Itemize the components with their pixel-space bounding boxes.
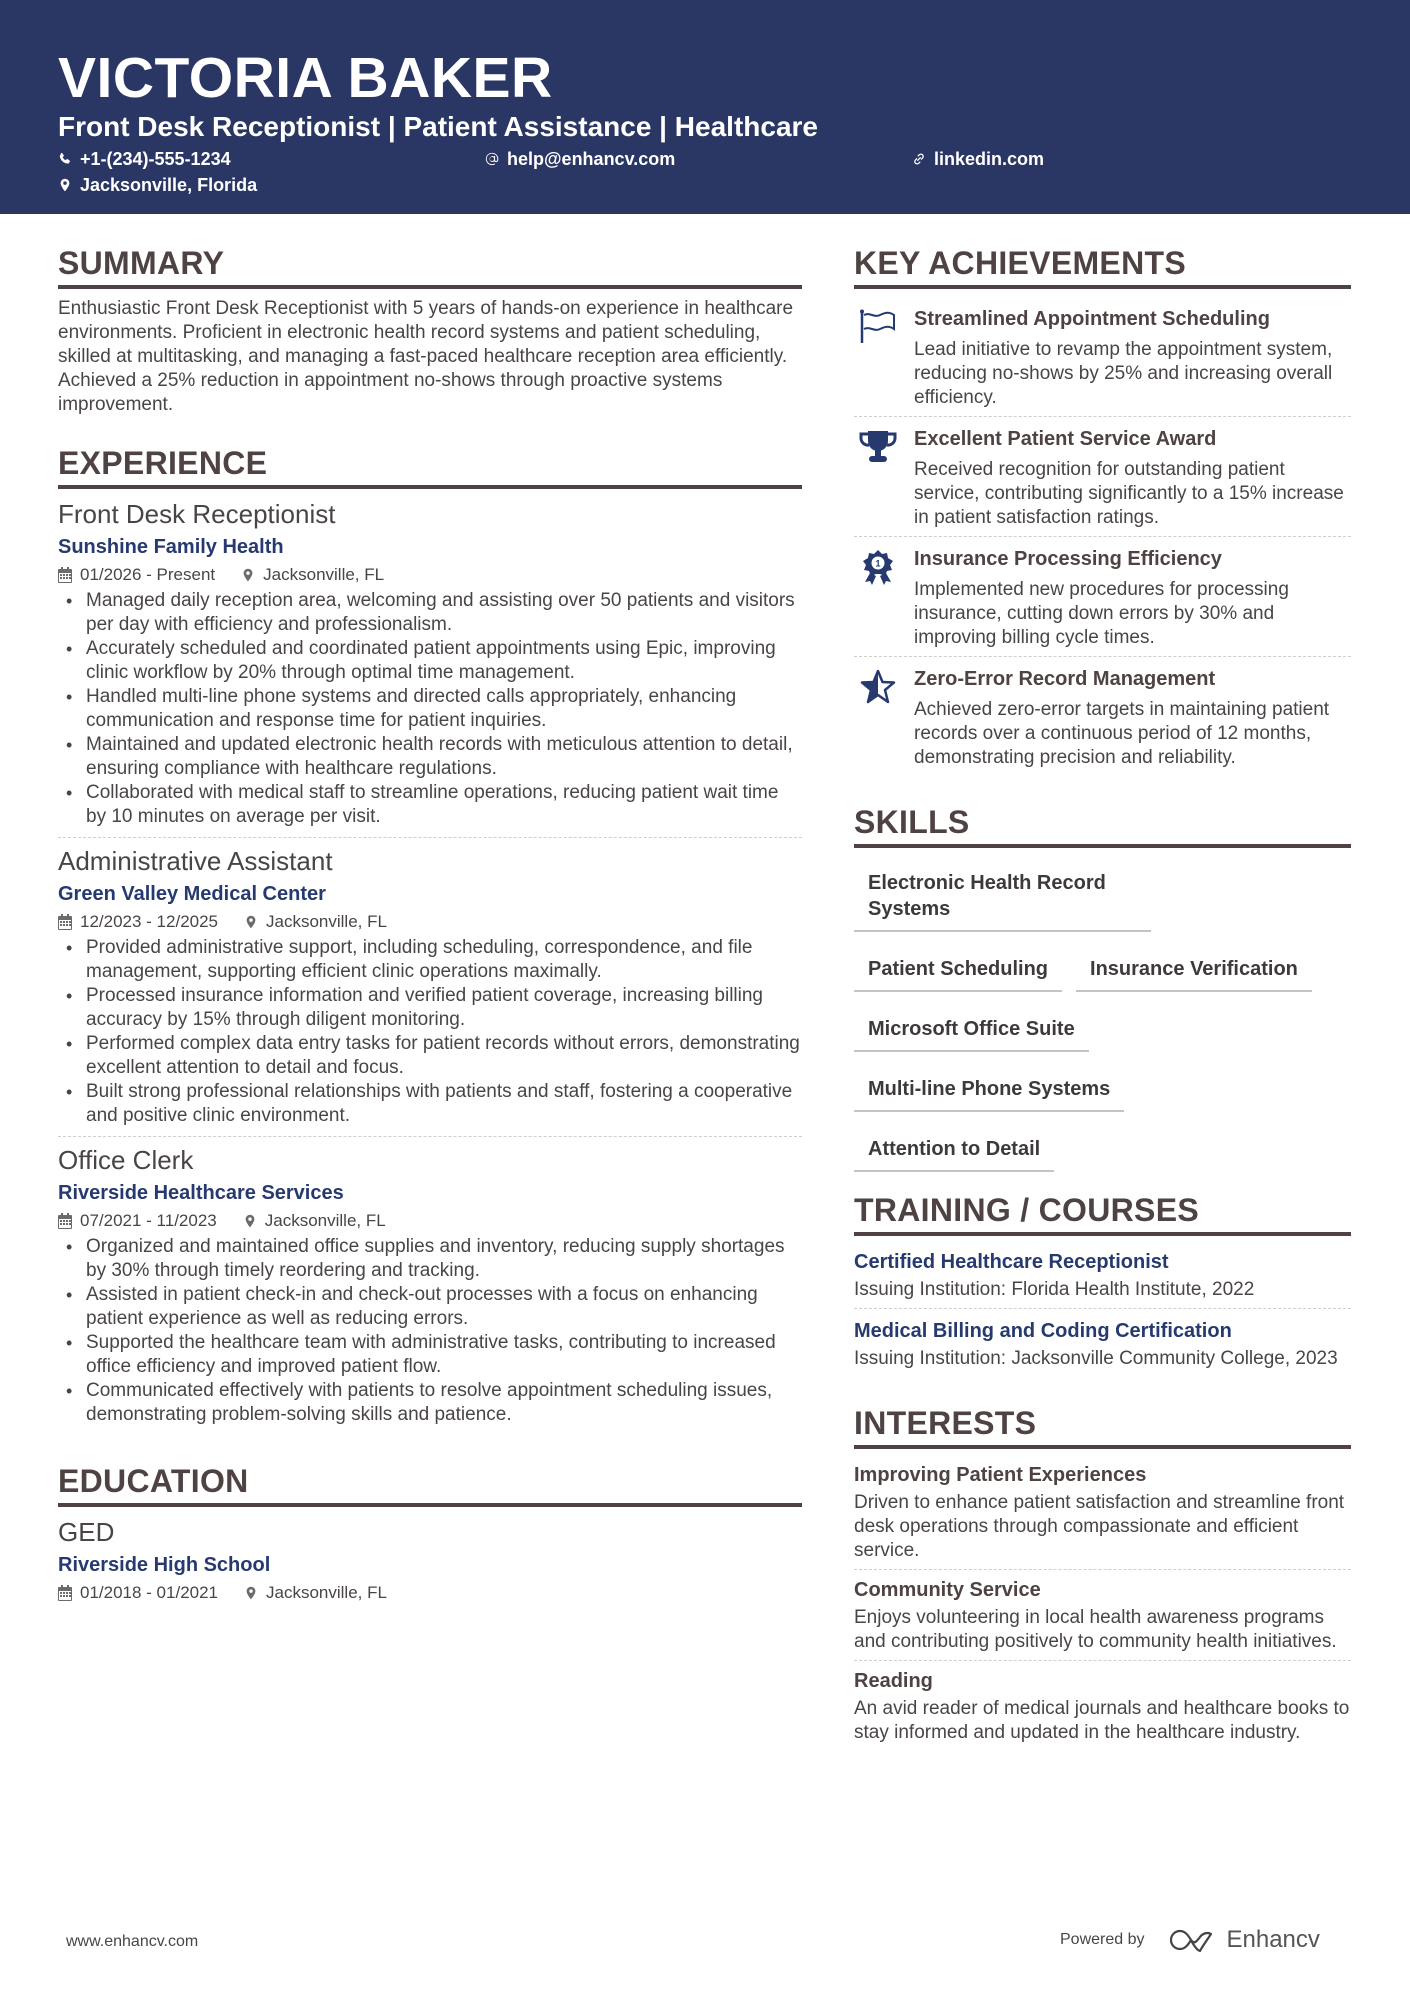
achievement-desc: Received recognition for outstanding patient service, contributing significantly to a 15% increase in patient satisfaction ratings. (914, 459, 1344, 528)
enhancv-logo[interactable] (1169, 1926, 1320, 1954)
experience-heading: EXPERIENCE (58, 443, 802, 489)
training-heading: TRAINING / COURSES (854, 1190, 1351, 1236)
skill-tag: Microsoft Office Suite (854, 1006, 1089, 1052)
link-icon (912, 151, 926, 167)
job-bullets (58, 1235, 802, 1427)
job-bullet: • Managed daily reception area, welcoming and assisting over 50 patients and visitors per day with efficiency and professionalism. (58, 589, 802, 637)
course-institution: Issuing Institution: Jacksonville Community College, 2023 (854, 1348, 1338, 1369)
job-bullet: • Processed insurance information and verified patient coverage, increasing billing accuracy by 15% through diligent monitoring. (58, 984, 802, 1032)
interest-desc: Enjoys volunteering in local health awareness programs and contributing positively to community health initiatives. (854, 1607, 1337, 1652)
education-section (58, 1461, 802, 1605)
interest-desc: An avid reader of medical journals and healthcare books to stay informed and updated in the healthcare industry. (854, 1698, 1350, 1743)
achievement-desc: Lead initiative to revamp the appointment system, reducing no-shows by 25% and increasing overall efficiency. (914, 339, 1333, 408)
achievement-item (854, 656, 1351, 776)
education-meta (58, 1581, 802, 1605)
job-bullet: • Performed complex data entry tasks for patient records without errors, demonstrating excellent attention to detail and focus. (58, 1032, 802, 1080)
calendar-icon (58, 1213, 72, 1229)
skills-section (854, 802, 1351, 1186)
skills-heading: SKILLS (854, 802, 1351, 848)
job-bullet: • Supported the healthcare team with administrative tasks, contributing to increased office efficiency and improved patient flow. (58, 1331, 802, 1379)
location-pin-icon (244, 914, 258, 930)
skill-tag: Electronic Health Record Systems (854, 860, 1151, 932)
candidate-tagline: Front Desk Receptionist | Patient Assistance | Healthcare (58, 111, 818, 142)
course-item (854, 1244, 1351, 1308)
enhancv-brand-name: Enhancv (1226, 1926, 1320, 1953)
candidate-name: VICTORIA BAKER (58, 46, 553, 110)
calendar-icon (58, 1585, 72, 1601)
left-column (58, 243, 802, 1605)
contact-phone[interactable] (58, 148, 231, 170)
course-item (854, 1308, 1351, 1377)
job-bullets (58, 936, 802, 1128)
education-entry (58, 1515, 802, 1605)
interest-item (854, 1457, 1351, 1569)
skill-tag: Multi-line Phone Systems (854, 1066, 1124, 1112)
company-name: Green Valley Medical Center (58, 883, 326, 905)
job-bullet: • Collaborated with medical staff to streamline operations, reducing patient wait time by 10 minutes on average per visit. (58, 781, 802, 829)
company-name: Riverside Healthcare Services (58, 1182, 344, 1204)
flag-icon (858, 309, 898, 345)
footer-website-link[interactable]: www.enhancv.com (66, 1933, 199, 1950)
interest-title: Reading (854, 1670, 933, 1692)
job-title: Administrative Assistant (58, 846, 333, 876)
right-column (854, 243, 1351, 1751)
experience-entry (58, 497, 802, 837)
course-title: Medical Billing and Coding Certification (854, 1320, 1232, 1342)
job-bullets (58, 589, 802, 829)
experience-section (58, 443, 802, 1435)
course-title: Certified Healthcare Receptionist (854, 1251, 1169, 1273)
job-title: Office Clerk (58, 1145, 194, 1175)
interest-title: Improving Patient Experiences (854, 1464, 1147, 1486)
job-meta (58, 1209, 802, 1233)
calendar-icon (58, 914, 72, 930)
skill-tag: Patient Scheduling (854, 946, 1062, 992)
interest-title: Community Service (854, 1579, 1041, 1601)
job-dates: 01/2026 - Present (80, 565, 216, 584)
achievement-title: Streamlined Appointment Scheduling (914, 308, 1270, 330)
location-pin-icon (58, 177, 72, 193)
trophy-icon (858, 429, 898, 465)
contact-email[interactable] (485, 148, 675, 170)
summary-text: Enthusiastic Front Desk Receptionist with 5 years of hands-on experience in healthcare environments. Proficient in electronic health record systems and patient scheduling, skilled at multitasking, and managing a fast-paced healthcare reception area efficiently. Achieved a 25% reduction in appointment no-shows through proactive systems improvement. (58, 298, 794, 415)
achievement-desc: Implemented new procedures for processing insurance, cutting down errors by 30% and improving billing cycle times. (914, 579, 1289, 648)
education-heading: EDUCATION (58, 1461, 802, 1507)
contact-email-text: help@enhancv.com (507, 149, 676, 169)
job-bullet: • Handled multi-line phone systems and directed calls appropriately, enhancing communication and response time for patient inquiries. (58, 685, 802, 733)
job-dates: 07/2021 - 11/2023 (80, 1211, 217, 1230)
job-title: Front Desk Receptionist (58, 499, 336, 529)
job-meta (58, 563, 802, 587)
experience-entry (58, 837, 802, 1136)
footer-branding (1060, 1926, 1320, 1954)
interest-item (854, 1569, 1351, 1660)
job-bullet: • Organized and maintained office supplies and inventory, reducing supply shortages by 30% through timely reordering and tracking. (58, 1235, 802, 1283)
job-bullet: • Communicated effectively with patients to resolve appointment scheduling issues, demonstrating problem-solving skills and patience. (58, 1379, 802, 1427)
education-location: Jacksonville, FL (266, 1583, 387, 1602)
interest-desc: Driven to enhance patient satisfaction and streamline front desk operations through compassionate and efficient service. (854, 1492, 1345, 1561)
job-dates: 12/2023 - 12/2025 (80, 912, 219, 931)
company-name: Sunshine Family Health (58, 536, 284, 558)
education-dates: 01/2018 - 01/2021 (80, 1583, 219, 1602)
achievement-title: Insurance Processing Efficiency (914, 548, 1222, 570)
achievements-section (854, 243, 1351, 776)
job-bullet: • Maintained and updated electronic health records with meticulous attention to detail, ensuring compliance with healthcare regulations. (58, 733, 802, 781)
job-bullet: • Built strong professional relationships with patients and staff, fostering a cooperative and positive clinic environment. (58, 1080, 802, 1128)
job-location: Jacksonville, FL (266, 912, 387, 931)
job-location: Jacksonville, FL (263, 565, 385, 584)
svg-text:1: 1 (875, 558, 881, 569)
training-section (854, 1190, 1351, 1377)
calendar-icon (58, 567, 72, 583)
job-location: Jacksonville, FL (264, 1211, 386, 1230)
medal-icon (858, 549, 898, 585)
achievement-item (854, 536, 1351, 656)
contact-phone-text: +1-(234)-555-1234 (80, 149, 231, 169)
location-pin-icon (243, 1213, 257, 1229)
job-bullet: • Accurately scheduled and coordinated patient appointments using Epic, improving clinic workflow by 20% through optimal time management. (58, 637, 802, 685)
interests-section (854, 1403, 1351, 1751)
job-bullet: • Provided administrative support, including scheduling, correspondence, and file management, supporting efficient clinic operations maximally. (58, 936, 802, 984)
phone-icon (58, 151, 72, 167)
location-pin-icon (241, 567, 255, 583)
contact-location-text: Jacksonville, Florida (80, 175, 258, 195)
interests-heading: INTERESTS (854, 1403, 1351, 1449)
skill-tag: Attention to Detail (854, 1126, 1054, 1172)
contact-location (58, 174, 257, 196)
resume-header (0, 0, 1410, 214)
powered-by-label: Powered by (1060, 1931, 1145, 1948)
summary-heading: SUMMARY (58, 243, 802, 289)
enhancv-logo-icon (1169, 1927, 1217, 1953)
job-bullet: • Assisted in patient check-in and check-out processes with a focus on enhancing patient experience as well as reducing errors. (58, 1283, 802, 1331)
course-institution: Issuing Institution: Florida Health Institute, 2022 (854, 1279, 1255, 1300)
achievement-title: Zero-Error Record Management (914, 668, 1216, 690)
skills-list (854, 856, 1351, 1186)
summary-section (58, 243, 802, 417)
interest-item (854, 1660, 1351, 1751)
achievement-item (854, 416, 1351, 536)
achievements-heading: KEY ACHIEVEMENTS (854, 243, 1351, 289)
achievement-desc: Achieved zero-error targets in maintaining patient records over a continuous period of 12 months, demonstrating precision and reliability. (914, 699, 1330, 768)
contact-linkedin-text: linkedin.com (934, 149, 1045, 169)
contact-linkedin[interactable] (912, 148, 1044, 170)
location-pin-icon (244, 1585, 258, 1601)
experience-entry (58, 1136, 802, 1435)
achievement-item (854, 297, 1351, 416)
at-icon (485, 151, 499, 167)
star-icon (858, 669, 898, 705)
school-name: Riverside High School (58, 1554, 271, 1576)
job-meta (58, 910, 802, 934)
skill-tag: Insurance Verification (1076, 946, 1312, 992)
achievement-title: Excellent Patient Service Award (914, 428, 1217, 450)
education-degree: GED (58, 1517, 115, 1547)
